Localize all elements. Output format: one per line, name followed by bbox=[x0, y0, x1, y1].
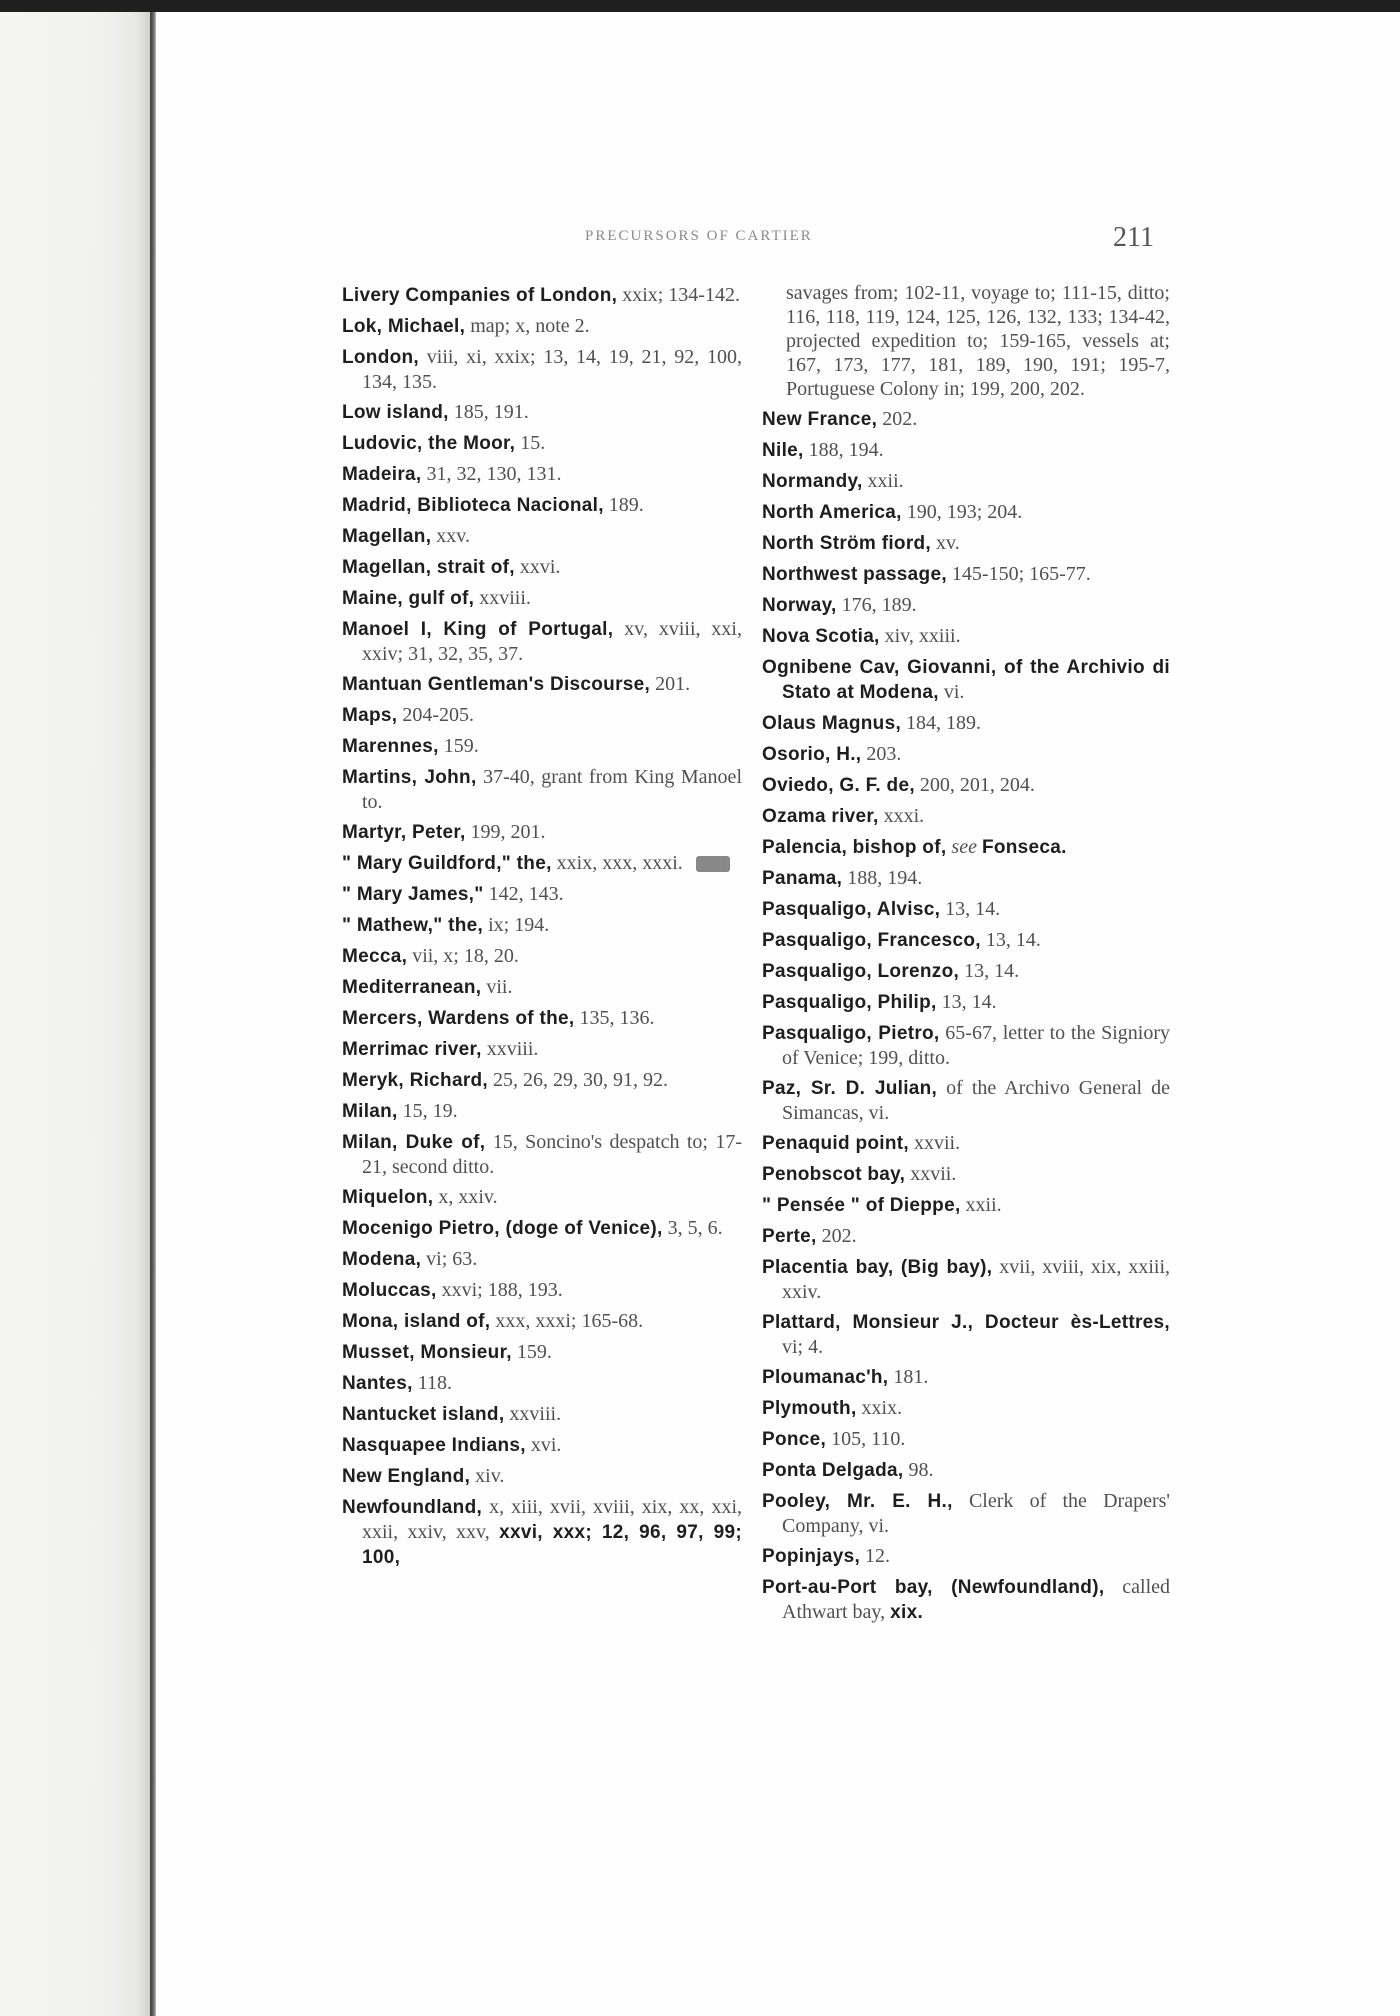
index-entry bbox=[342, 524, 742, 549]
index-entry-references: 202. bbox=[821, 1225, 857, 1247]
index-entry bbox=[342, 617, 742, 666]
index-entry-references: 15, Soncino's despatch to; 17-21, second ditto. bbox=[362, 1131, 742, 1178]
index-entry bbox=[762, 593, 1170, 618]
facing-page-edge bbox=[0, 12, 150, 2016]
index-entry bbox=[762, 990, 1170, 1015]
page-number: 211 bbox=[1113, 222, 1154, 253]
index-entry-references: xvi. bbox=[530, 1434, 562, 1456]
index-entry-references: 13, 14. bbox=[964, 960, 1020, 982]
index-entry bbox=[342, 1130, 742, 1179]
index-entry-references: xxvi. bbox=[519, 556, 561, 578]
index-entry-heading: Maine, gulf of, bbox=[342, 588, 475, 609]
index-entry-references: 13, 14. bbox=[985, 929, 1041, 951]
index-entry-references: 201. bbox=[655, 673, 691, 695]
index-entry bbox=[762, 624, 1170, 649]
index-entry-references: map; x, note 2. bbox=[470, 315, 590, 337]
index-entry bbox=[762, 897, 1170, 922]
index-entry-heading: New France, bbox=[762, 409, 878, 430]
index-entry-heading: Pasqualigo, Francesco, bbox=[762, 930, 981, 951]
index-entry bbox=[762, 655, 1170, 705]
index-entry-heading: Pasqualigo, Lorenzo, bbox=[762, 961, 960, 982]
index-entry-references: of the Archivo General de Simancas, vi. bbox=[782, 1077, 1170, 1124]
index-entry-heading: Mercers, Wardens of the, bbox=[342, 1008, 575, 1029]
index-entry bbox=[762, 1162, 1170, 1187]
index-entry bbox=[342, 314, 742, 339]
index-entry-heading: Perte, bbox=[762, 1226, 817, 1247]
index-entry bbox=[762, 1365, 1170, 1390]
running-title: PRECURSORS OF CARTIER bbox=[585, 228, 813, 244]
index-entry-heading: Plattard, Monsieur J., Docteur ès-Lettres, bbox=[762, 1312, 1170, 1333]
index-entry-heading: Mocenigo Pietro, (doge of Venice), bbox=[342, 1218, 663, 1239]
index-entry-heading: Meryk, Richard, bbox=[342, 1070, 488, 1091]
index-entry-references: xxviii. bbox=[509, 1403, 562, 1425]
index-entry bbox=[762, 1458, 1170, 1483]
index-entry-heading: Nova Scotia, bbox=[762, 626, 880, 647]
index-entry bbox=[342, 493, 742, 518]
index-entry-references: xxxi. bbox=[883, 805, 925, 827]
index-entry-heading: Mecca, bbox=[342, 946, 408, 967]
index-entry-references: 15. bbox=[520, 432, 546, 454]
index-entry bbox=[342, 975, 742, 1000]
index-entry bbox=[762, 1310, 1170, 1359]
index-entry bbox=[762, 1131, 1170, 1156]
index-entry bbox=[342, 1309, 742, 1334]
index-entry bbox=[762, 866, 1170, 891]
index-entry-heading: Paz, Sr. D. Julian, bbox=[762, 1078, 938, 1099]
index-entry-heading: Port-au-Port bay, (Newfoundland), bbox=[762, 1577, 1105, 1598]
index-entry bbox=[342, 1495, 742, 1570]
index-entry-heading: Manoel I, King of Portugal, bbox=[342, 619, 614, 640]
index-entry-references: xxviii. bbox=[479, 587, 531, 609]
index-entry-references: 135, 136. bbox=[579, 1007, 655, 1029]
index-entry bbox=[762, 959, 1170, 984]
index-entry-heading: Pasqualigo, Philip, bbox=[762, 992, 937, 1013]
index-entry-references-bold: xxvi, xxx; 12, 96, 97, 99; 100, bbox=[362, 1522, 742, 1568]
index-entry bbox=[342, 1037, 742, 1062]
index-entry-references: xv. bbox=[936, 532, 960, 554]
index-entry-heading: Plymouth, bbox=[762, 1398, 857, 1419]
index-entry-references: xxvii. bbox=[910, 1163, 957, 1185]
index-entry-references: xxix. bbox=[861, 1397, 903, 1419]
index-entry-heading: Ponta Delgada, bbox=[762, 1460, 904, 1481]
index-entry-references: 181. bbox=[893, 1366, 929, 1388]
index-entry-heading: Mediterranean, bbox=[342, 977, 482, 998]
index-entry-heading: Magellan, bbox=[342, 526, 432, 547]
newfoundland-continuation: savages from; 102-11, voyage to; 111-15, ditto; 116, 118, 119, 124, 125, 126, 132, 133; 134-42, projected expedition to; 159-165, vessels at; 167, 173, 177, 181, 189, 190, 191; 195-7, Portuguese Colony in; 199, 200, 202. bbox=[786, 282, 1170, 400]
index-entry-heading: Marennes, bbox=[342, 736, 439, 757]
index-entry-references: xv, xviii, xxi, xxiv; 31, 32, 35, 37. bbox=[362, 618, 742, 665]
index-entry-heading: " Mathew," the, bbox=[342, 915, 484, 936]
index-entry-references: 204-205. bbox=[402, 704, 475, 726]
index-entry bbox=[342, 1464, 742, 1489]
index-entry-references: ix; 194. bbox=[488, 914, 550, 936]
index-entry-heading: Olaus Magnus, bbox=[762, 713, 902, 734]
index-entry-references: vi. bbox=[943, 681, 965, 703]
index-entry-references: 159. bbox=[443, 735, 479, 757]
index-entry bbox=[762, 773, 1170, 798]
index-entry-references: viii, xi, xxix; 13, 14, 19, 21, 92, 100, 134, 135. bbox=[362, 346, 743, 393]
index-entry-references-bold: Fonseca. bbox=[981, 837, 1067, 858]
index-entry bbox=[762, 711, 1170, 736]
index-entry-references: 202. bbox=[882, 408, 918, 430]
index-entry-heading: Placentia bay, (Big bay), bbox=[762, 1257, 993, 1278]
index-entry-references: 176, 189. bbox=[841, 594, 917, 616]
index-entry-references: 13, 14. bbox=[941, 991, 997, 1013]
index-entry-heading: Mantuan Gentleman's Discourse, bbox=[342, 674, 651, 695]
index-entry bbox=[342, 1247, 742, 1272]
index-entry-heading: Low island, bbox=[342, 402, 449, 423]
index-entry-references: 184, 189. bbox=[906, 712, 982, 734]
index-entry bbox=[342, 820, 742, 845]
index-entry bbox=[762, 1489, 1170, 1538]
index-entry-heading: Martins, John, bbox=[342, 767, 477, 788]
index-entry bbox=[342, 1371, 742, 1396]
index-entry-heading: Panama, bbox=[762, 868, 843, 889]
index-entry bbox=[342, 283, 742, 308]
index-column-right bbox=[762, 283, 1170, 1631]
index-entry-references: vi; 63. bbox=[426, 1248, 478, 1270]
index-entry-heading: Nantes, bbox=[342, 1373, 413, 1394]
index-entry bbox=[342, 1216, 742, 1241]
index-entry bbox=[342, 1006, 742, 1031]
index-entry-heading: Ploumanac'h, bbox=[762, 1367, 889, 1388]
index-entry-heading: Mona, island of, bbox=[342, 1311, 491, 1332]
index-entry-see-reference: see bbox=[951, 836, 977, 858]
index-entry-heading: New England, bbox=[342, 1466, 471, 1487]
index-entry-references: vii, x; 18, 20. bbox=[412, 945, 519, 967]
index-entry-references: xvii, xviii, xix, xxiii, xxiv. bbox=[782, 1256, 1171, 1303]
index-entry bbox=[762, 1575, 1170, 1625]
index-entry bbox=[342, 734, 742, 759]
index-entry-heading: Madeira, bbox=[342, 464, 422, 485]
index-entry-heading: Palencia, bishop of, bbox=[762, 837, 947, 858]
index-entry-heading: Ozama river, bbox=[762, 806, 879, 827]
index-entry-references: 189. bbox=[608, 494, 644, 516]
index-entry-heading: Penaquid point, bbox=[762, 1133, 909, 1154]
index-entry-references: vii. bbox=[486, 976, 513, 998]
index-entry-references: 118. bbox=[417, 1372, 452, 1394]
index-entry bbox=[342, 1433, 742, 1458]
index-entry-heading: Newfoundland, bbox=[342, 1497, 483, 1518]
index-entry-heading: Modena, bbox=[342, 1249, 422, 1270]
ink-blot bbox=[696, 856, 730, 872]
index-entry-references: 12. bbox=[865, 1545, 891, 1567]
index-entry-references: xxviii. bbox=[486, 1038, 539, 1060]
index-entry bbox=[342, 944, 742, 969]
index-entry-heading: Martyr, Peter, bbox=[342, 822, 466, 843]
index-entry-references: x, xiii, xvii, xviii, xix, xx, xxi, xxii, xxiv, xxv, bbox=[362, 1496, 742, 1543]
index-entry-references: 145-150; 165-77. bbox=[951, 563, 1091, 585]
index-entry-references: xiv. bbox=[475, 1465, 505, 1487]
index-entry-heading: Pasqualigo, Alvisc, bbox=[762, 899, 941, 920]
index-entry-references: xxx, xxxi; 165-68. bbox=[495, 1310, 644, 1332]
index-entry-heading: " Mary Guildford," the, bbox=[342, 853, 552, 874]
index-entry-references: vi; 4. bbox=[782, 1336, 824, 1358]
index-entry-references: x, xxiv. bbox=[438, 1186, 498, 1208]
index-entry bbox=[342, 851, 742, 876]
index-entry-heading: Northwest passage, bbox=[762, 564, 947, 585]
index-entry bbox=[342, 1099, 742, 1124]
index-entry-references: 37-40, grant from King Manoel to. bbox=[362, 766, 742, 813]
index-entry-references: 25, 26, 29, 30, 91, 92. bbox=[493, 1069, 668, 1091]
index-entry-heading: Norway, bbox=[762, 595, 837, 616]
index-entry-heading: Lok, Michael, bbox=[342, 316, 466, 337]
index-entry bbox=[342, 913, 742, 938]
index-entry-heading: Oviedo, G. F. de, bbox=[762, 775, 915, 796]
index-entry-heading: Musset, Monsieur, bbox=[342, 1342, 512, 1363]
index-entry-heading: Madrid, Biblioteca Nacional, bbox=[342, 495, 604, 516]
index-entry-heading: Penobscot bay, bbox=[762, 1164, 906, 1185]
index-entry bbox=[762, 531, 1170, 556]
index-entry bbox=[762, 835, 1170, 860]
index-entry-references: 188, 194. bbox=[847, 867, 923, 889]
index-entry bbox=[762, 1076, 1170, 1125]
index-entry-references: 190, 193; 204. bbox=[906, 501, 1023, 523]
index-entry-references: 203. bbox=[866, 743, 902, 765]
index-entry-heading: Milan, bbox=[342, 1101, 398, 1122]
index-entry-references: 159. bbox=[516, 1341, 552, 1363]
index-entry-heading: North Ström fiord, bbox=[762, 533, 931, 554]
index-entry bbox=[762, 1544, 1170, 1569]
index-entry-references: 15, 19. bbox=[402, 1100, 458, 1122]
index-entry bbox=[762, 742, 1170, 767]
index-entry-references: 185, 191. bbox=[453, 401, 529, 423]
scan-top-border bbox=[0, 0, 1400, 12]
index-entry-heading: Ludovic, the Moor, bbox=[342, 433, 516, 454]
index-entry bbox=[762, 500, 1170, 525]
index-entry-heading: " Pensée " of Dieppe, bbox=[762, 1195, 961, 1216]
index-entry-heading: Nasquapee Indians, bbox=[342, 1435, 526, 1456]
index-entry-heading: Ognibene Cav, Giovanni, of the Archivio di Stato at Modena, bbox=[762, 657, 1170, 703]
index-entry bbox=[342, 586, 742, 611]
index-entry-heading: " Mary James," bbox=[342, 884, 484, 905]
index-entry-references: xxvii. bbox=[914, 1132, 961, 1154]
index-entry bbox=[342, 1278, 742, 1303]
index-entry bbox=[342, 555, 742, 580]
index-entry-heading: Moluccas, bbox=[342, 1280, 437, 1301]
index-entry bbox=[762, 804, 1170, 829]
index-entry-heading: Maps, bbox=[342, 705, 398, 726]
index-entry-heading: Pasqualigo, Pietro, bbox=[762, 1023, 940, 1044]
index-entry-references-bold: xix. bbox=[890, 1602, 924, 1623]
index-entry-references: called Athwart bay, bbox=[782, 1576, 1171, 1623]
index-entry bbox=[342, 703, 742, 728]
index-entry-references: 199, 201. bbox=[470, 821, 546, 843]
index-entry-references: 98. bbox=[908, 1459, 934, 1481]
index-entry bbox=[762, 1224, 1170, 1249]
index-entry-references: 142, 143. bbox=[488, 883, 564, 905]
index-entry bbox=[762, 1021, 1170, 1070]
index-entry bbox=[342, 345, 742, 394]
index-entry bbox=[342, 462, 742, 487]
index-entry-heading: Nantucket island, bbox=[342, 1404, 505, 1425]
index-entry-references: xxix, xxx, xxxi. bbox=[556, 852, 683, 874]
index-entry bbox=[762, 1255, 1170, 1304]
index-entry bbox=[342, 1402, 742, 1427]
index-entry-references: 200, 201, 204. bbox=[919, 774, 1035, 796]
index-entry-heading: Livery Companies of London, bbox=[342, 285, 618, 306]
index-entry-heading: Nile, bbox=[762, 440, 804, 461]
index-entry-heading: London, bbox=[342, 347, 420, 368]
index-entry-heading: Milan, Duke of, bbox=[342, 1132, 486, 1153]
index-entry bbox=[762, 469, 1170, 494]
index-entry bbox=[342, 431, 742, 456]
index-entry bbox=[762, 562, 1170, 587]
index-entry-references: xxix; 134-142. bbox=[622, 284, 740, 306]
index-entry bbox=[342, 1185, 742, 1210]
index-entry bbox=[762, 928, 1170, 953]
index-entry-heading: Magellan, strait of, bbox=[342, 557, 515, 578]
index-entry bbox=[342, 882, 742, 907]
index-entry bbox=[342, 400, 742, 425]
index-entry-references: 3, 5, 6. bbox=[667, 1217, 723, 1239]
index-entry-heading: Miquelon, bbox=[342, 1187, 434, 1208]
index-entry-heading: Pooley, Mr. E. H., bbox=[762, 1491, 953, 1512]
index-entry-references: 188, 194. bbox=[808, 439, 884, 461]
index-entry-references: xxii. bbox=[867, 470, 904, 492]
index-entry bbox=[342, 765, 742, 814]
index-entry-references: 31, 32, 130, 131. bbox=[426, 463, 562, 485]
index-entry-references: xxv. bbox=[436, 525, 470, 547]
index-entry bbox=[762, 1193, 1170, 1218]
index-column-left bbox=[342, 283, 742, 1576]
index-entry-heading: Popinjays, bbox=[762, 1546, 861, 1567]
index-entry-heading: Osorio, H., bbox=[762, 744, 862, 765]
index-entry bbox=[762, 407, 1170, 432]
index-entry-heading: Merrimac river, bbox=[342, 1039, 482, 1060]
index-entry-heading: Ponce, bbox=[762, 1429, 827, 1450]
index-entry-references: xxvi; 188, 193. bbox=[441, 1279, 563, 1301]
index-entry bbox=[342, 1068, 742, 1093]
index-entry-heading: Normandy, bbox=[762, 471, 863, 492]
index-entry-references: Clerk of the Drapers' Company, vi. bbox=[782, 1490, 1170, 1537]
index-entry-references: xiv, xxiii. bbox=[884, 625, 961, 647]
index-entry bbox=[342, 1340, 742, 1365]
index-entry bbox=[762, 1396, 1170, 1421]
index-entry bbox=[762, 1427, 1170, 1452]
index-entry-references: 13, 14. bbox=[945, 898, 1001, 920]
index-entry bbox=[762, 438, 1170, 463]
index-entry-heading: North America, bbox=[762, 502, 902, 523]
index-entry-references: 105, 110. bbox=[831, 1428, 906, 1450]
index-entry-references: xxii. bbox=[965, 1194, 1002, 1216]
index-entry bbox=[342, 672, 742, 697]
index-entry-references: 65-67, letter to the Signiory of Venice; 199, ditto. bbox=[782, 1022, 1171, 1069]
